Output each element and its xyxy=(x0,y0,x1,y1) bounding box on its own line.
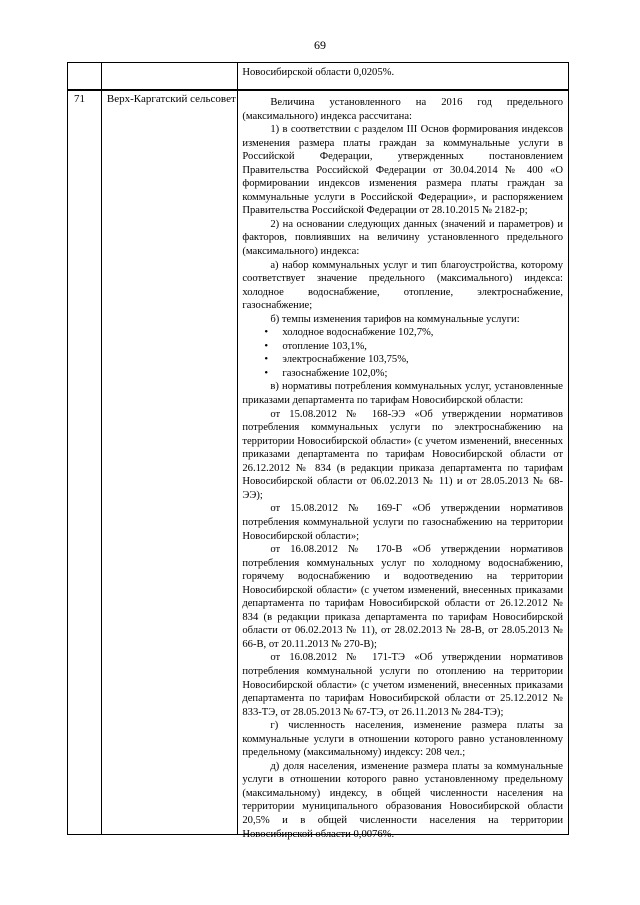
list-item: • отопление 103,1%, xyxy=(282,340,563,354)
norm-order-heating: от 16.08.2012 № 171-ТЭ «Об утверждении нормативов потребления коммунальной услуги по отоплению на территории Новосибирской области» (с учетом изменений, внесенных приказами департамента по тарифам Новосибирской области от 25.12.2012 № 833-ТЭ, от 28.05.2013 № 67-ТЭ, от 26.11.2013 № 284-ТЭ); xyxy=(242,652,563,718)
municipality-cell xyxy=(102,63,238,89)
tariff-rates-list xyxy=(242,326,563,380)
table-row-71 xyxy=(67,90,569,840)
population-share-paragraph: д) доля населения, изменение размера платы за коммунальные услуги в отношении которого равно установленному предельному (максимальному) индексу, в общей численности населения на территории муниципального образования Новосибирской области 20,5% и в общей численности населения на территории Новосибирской области 0,0076%. xyxy=(242,760,563,840)
tariff-rates-heading: б) темпы изменения тарифов на коммунальные услуги: xyxy=(270,313,520,325)
index-intro: Величина установленного на 2016 год предельного (максимального) индекса рассчитана: xyxy=(242,97,563,122)
norms-heading: в) нормативы потребления коммунальных услуг, установленные приказами департамента по тарифам Новосибирской области: xyxy=(242,381,563,407)
page-number: 69 xyxy=(314,38,326,52)
row-number-cell: 71 xyxy=(68,91,102,834)
services-set-paragraph: а) набор коммунальных услуг и тип благоустройства, которому соответствует значение предельного (максимального) индекса: холодное водоснабжение, отопление, электроснабжение, газоснабжение; xyxy=(242,259,563,312)
table-row-continuation xyxy=(67,62,569,90)
basis-paragraph-2: 2) на основании следующих данных (значений и параметров) и факторов, повлиявших на величину установленного предельного (максимального) индекса: xyxy=(242,218,563,258)
norm-order-gas: от 15.08.2012 № 169-Г «Об утверждении нормативов потребления коммунальной услуги по газоснабжению на территории Новосибирской области»; xyxy=(242,503,563,542)
continuation-text: Новосибирской области 0,0205%. xyxy=(242,67,395,78)
population-count-paragraph: г) численность населения, изменение размера платы за коммунальные услуги в отношении которого равно установленному предельному (максимальному) индексу: 208 чел.; xyxy=(242,720,563,759)
row-number-cell xyxy=(68,63,102,89)
norm-order-electricity: от 15.08.2012 № 168-ЭЭ «Об утверждении нормативов потребления коммунальных услуги по электроснабжению на территории Новосибирской области» (с учетом изменений, внесенных приказами департамента по тарифам Новосибирской области от 26.12.2012 № 834 (в редакции приказа департамента по тарифам Новосибирской области от 06.02.2013 № 11) и от 28.05.2013 № 68-ЭЭ); xyxy=(242,408,563,501)
basis-paragraph-1: 1) в соответствии с разделом III Основ формирования индексов изменения размера платы граждан за коммунальные услуги в Российской Федерации, утвержденных постановлением Правительства Российской Федерации от 30.04.2014 № 400 «О формировании индексов изменения размера платы граждан за коммунальные услуги в Российской Федерации», и распоряжением Правительства Российской Федерации от 28.10.2015 № 2182-р; xyxy=(242,124,563,217)
list-item: • электроснабжение 103,75%, xyxy=(282,353,563,367)
description-cell xyxy=(238,63,568,89)
description-cell xyxy=(238,91,568,840)
list-item: • газоснабжение 102,0%; xyxy=(282,367,563,381)
norm-order-water: от 16.08.2012 № 170-В «Об утверждении нормативов потребления коммунальных услуг по холодному водоснабжению, горячему водоснабжению и водоотведению на территории Новосибирской области» (с учетом изменений, внесенных приказами департамента по тарифам Новосибирской области от 26.12.2012 № 834 (в редакции приказа департамента по тарифам Новосибирской области от 06.02.2013 № 11), от 28.02.2013 № 28-В, от 28.05.2013 № 66-В, от 20.11.2013 № 270-В); xyxy=(242,544,563,650)
municipality-name: Верх-Каргатский сельсовет xyxy=(102,91,238,834)
list-item: • холодное водоснабжение 102,7%, xyxy=(282,326,563,340)
